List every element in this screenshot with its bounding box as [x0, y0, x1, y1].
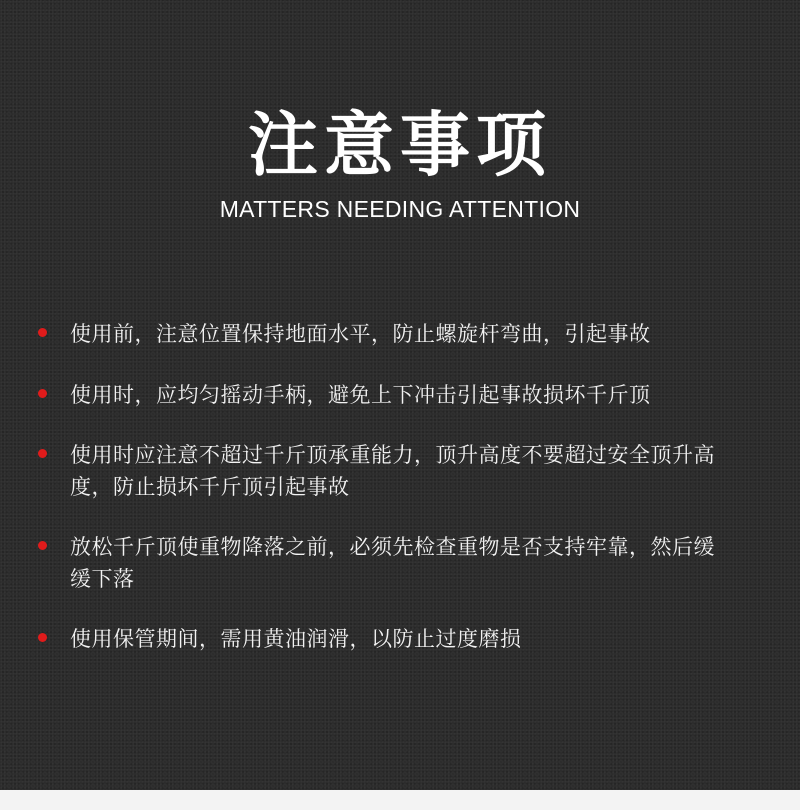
list-item-text: 放松千斤顶使重物降落之前，必须先检查重物是否支持牢靠，然后缓缓下落: [70, 535, 715, 591]
list-item-text: 使用前，注意位置保持地面水平，防止螺旋杆弯曲，引起事故: [70, 322, 651, 346]
bullet-dot-icon: [38, 541, 47, 550]
bullet-dot-icon: [38, 449, 47, 458]
list-item-text: 使用时应注意不超过千斤顶承重能力，顶升高度不要超过安全顶升高度，防止损坏千斤顶引起事故: [70, 443, 715, 499]
page-title: 注意事项: [248, 104, 552, 186]
bottom-band: [0, 790, 800, 810]
list-item-text: 使用时，应均匀摇动手柄，避免上下冲击引起事故损坏千斤顶: [70, 383, 651, 407]
bullet-dot-icon: [38, 389, 47, 398]
bullet-dot-icon: [38, 328, 47, 337]
page-subtitle: MATTERS NEEDING ATTENTION: [219, 196, 581, 222]
list-item-text: 使用保管期间，需用黄油润滑，以防止过度磨损: [70, 627, 522, 651]
bullet-dot-icon: [38, 633, 47, 642]
